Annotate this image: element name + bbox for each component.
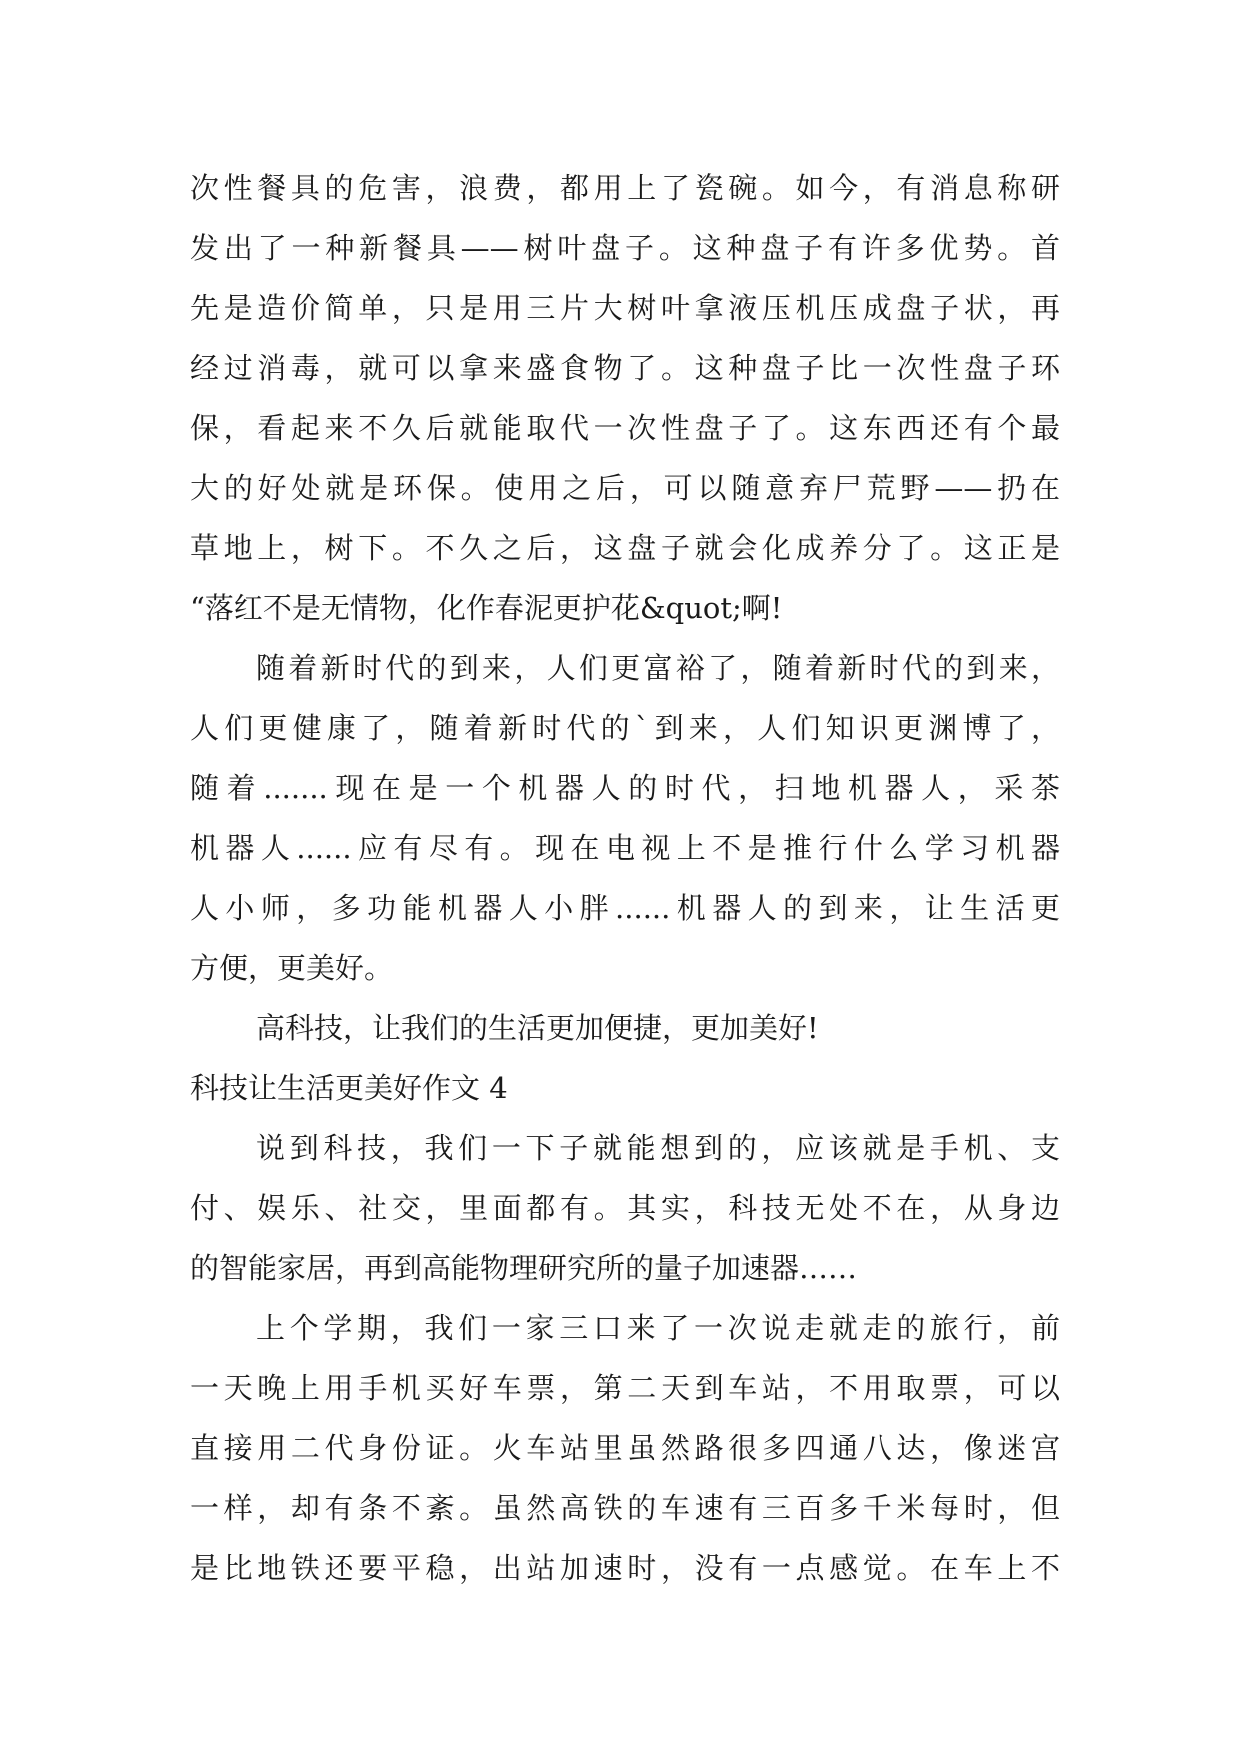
text-line: 草地上，树下。不久之后，这盘子就会化成养分了。这正是 <box>190 531 1060 565</box>
text-line: 随着新时代的到来，人们更富裕了，随着新时代的到来， <box>256 651 1060 685</box>
text-line: 人们更健康了，随着新时代的`到来，人们知识更渊博了， <box>190 711 1060 745</box>
text-line: 次性餐具的危害，浪费，都用上了瓷碗。如今，有消息称研 <box>190 171 1060 205</box>
text-line: 直接用二代身份证。火车站里虽然路很多四通八达，像迷宫 <box>190 1431 1060 1465</box>
text-line: 机器人......应有尽有。现在电视上不是推行什么学习机器 <box>190 831 1060 865</box>
text-line: 经过消毒，就可以拿来盛食物了。这种盘子比一次性盘子环 <box>190 351 1060 385</box>
text-line: 大的好处就是环保。使用之后，可以随意弃尸荒野——扔在 <box>190 471 1060 505</box>
document-body <box>190 158 1060 1598</box>
text-line: 一天晚上用手机买好车票，第二天到车站，不用取票，可以 <box>190 1371 1060 1405</box>
text-line: 的智能家居，再到高能物理研究所的量子加速器…… <box>190 1251 858 1285</box>
text-line: 上个学期，我们一家三口来了一次说走就走的旅行，前 <box>256 1311 1060 1345</box>
text-line: “落红不是无情物，化作春泥更护花&quot;啊! <box>190 591 783 625</box>
text-line: 保，看起来不久后就能取代一次性盘子了。这东西还有个最 <box>190 411 1060 445</box>
text-line: 是比地铁还要平稳，出站加速时，没有一点感觉。在车上不 <box>190 1551 1060 1585</box>
text-line: 付、娱乐、社交，里面都有。其实，科技无处不在，从身边 <box>190 1191 1060 1225</box>
text-line: 随着.......现在是一个机器人的时代，扫地机器人，采茶 <box>190 771 1060 805</box>
section-heading: 科技让生活更美好作文 4 <box>190 1071 508 1105</box>
text-line: 高科技，让我们的生活更加便捷，更加美好! <box>256 1011 819 1045</box>
text-line: 一样，却有条不紊。虽然高铁的车速有三百多千米每时，但 <box>190 1491 1060 1525</box>
text-line: 人小师，多功能机器人小胖......机器人的到来，让生活更 <box>190 891 1060 925</box>
text-line: 先是造价简单，只是用三片大树叶拿液压机压成盘子状，再 <box>190 291 1060 325</box>
text-line: 方便，更美好。 <box>190 951 394 985</box>
text-line: 发出了一种新餐具——树叶盘子。这种盘子有许多优势。首 <box>190 231 1060 265</box>
text-line: 说到科技，我们一下子就能想到的，应该就是手机、支 <box>256 1131 1060 1165</box>
